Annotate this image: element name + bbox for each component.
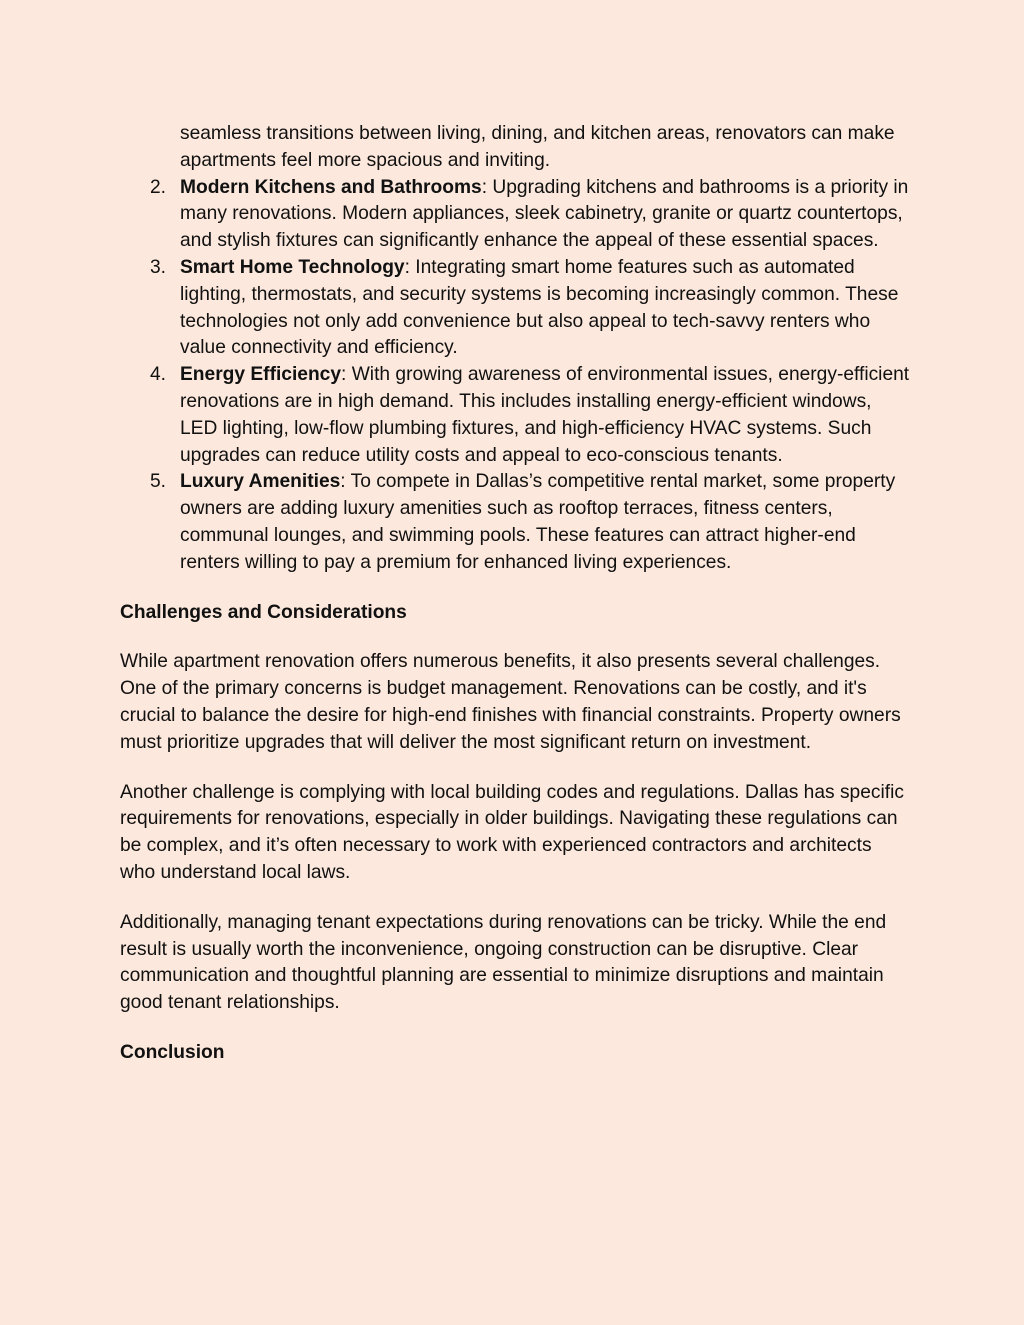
paragraph-budget: While apartment renovation offers numerous benefits, it also presents several challenges. One of the primary concerns is budget management. Renovations can be costly, and it's crucial to balance the desire for high-end finishes with financial constraints. Property owners must prioritize upgrades that will deliver the most significant return on investment. <box>120 651 901 753</box>
section-heading-challenges: Challenges and Considerations <box>120 601 407 623</box>
list-item <box>120 255 910 362</box>
list-item-text: : To compete in Dallas’s competitive rental market, some property owners are adding luxury amenities such as rooftop terraces, fitness centers, communal lounges, and swimming pools. These features can attract higher-end renters willing to pay a premium for enhanced living experiences. <box>180 471 896 573</box>
list-item <box>120 362 910 469</box>
document-body <box>120 121 910 1090</box>
list-item-number: 3. <box>150 256 167 278</box>
list-item-term: Luxury Amenities <box>180 471 341 493</box>
list-item-number: 5. <box>150 471 167 493</box>
paragraph-tenant-expectations: Additionally, managing tenant expectations during renovations can be tricky. While the end result is usually worth the inconvenience, ongoing construction can be disruptive. Clear communication and thoughtful planning are essential to minimize disruptions and maintain good tenant relationships. <box>120 911 887 1014</box>
list-item-number: 4. <box>150 364 167 386</box>
list-item-term: Energy Efficiency <box>180 364 342 386</box>
list-item-number: 2. <box>150 176 167 198</box>
list-item-term: Smart Home Technology <box>180 256 405 278</box>
section-heading-conclusion: Conclusion <box>120 1041 225 1063</box>
renovation-trends-list <box>120 175 910 577</box>
list-item <box>120 469 910 576</box>
list-item-text: : Upgrading kitchens and bathrooms is a priority in many renovations. Modern appliances, sleek cabinetry, granite or quartz countertops, and stylish fixtures can significantly enhance the appeal of these essential spaces. <box>180 176 909 252</box>
list-item-text: : With growing awareness of environmental issues, energy-efficient renovations are in high demand. This includes installing energy-efficient windows, LED lighting, low-flow plumbing fixtures, and high-efficiency HVAC systems. Such upgrades can reduce utility costs and appeal to eco-conscious tenants. <box>180 364 910 466</box>
list-item-text: : Integrating smart home features such as automated lighting, thermostats, and security systems is becoming increasingly common. These technologies not only add convenience but also appeal to tech-savvy renters who value connectivity and efficiency. <box>180 256 899 359</box>
paragraph-building-codes: Another challenge is complying with local building codes and regulations. Dallas has specific requirements for renovations, especially in older buildings. Navigating these regulations can be complex, and it’s often necessary to work with experienced contractors and architects who understand local laws. <box>120 781 904 883</box>
list-item-continuation-text: seamless transitions between living, dining, and kitchen areas, renovators can make apartments feel more spacious and inviting. <box>180 123 895 171</box>
list-item <box>120 175 910 255</box>
list-item-term: Modern Kitchens and Bathrooms <box>180 176 482 198</box>
